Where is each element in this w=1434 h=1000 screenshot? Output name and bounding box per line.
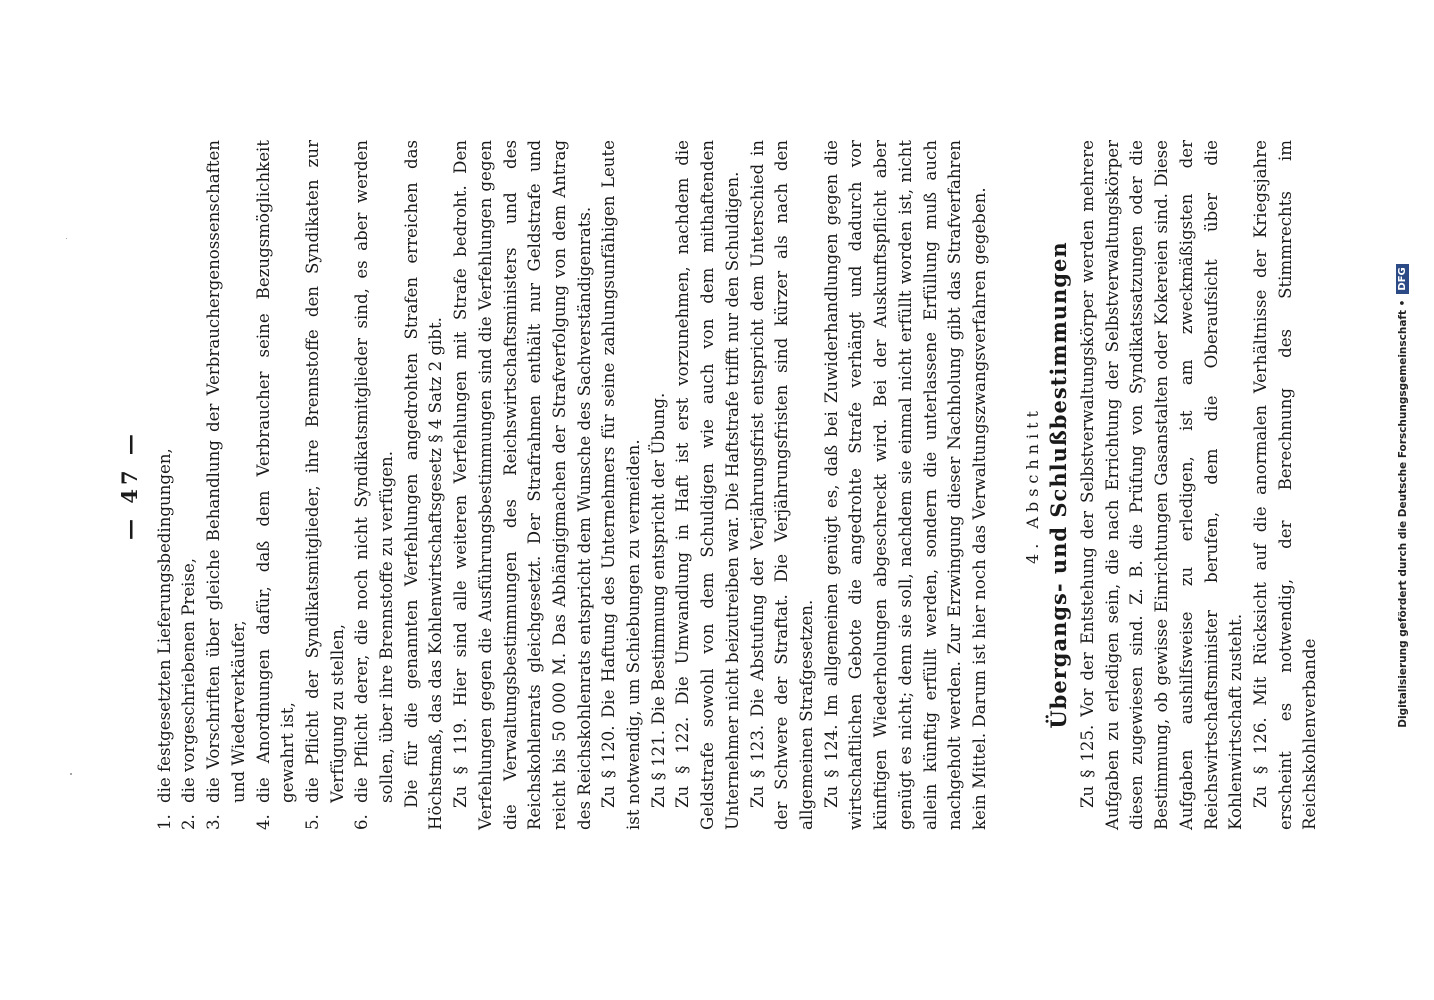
list-item <box>202 140 251 830</box>
page-number: — 47 — <box>117 430 142 540</box>
paragraph-section-119: Zu § 119. Hier sind alle weiteren Verfehlungen mit Strafe bedroht. Den Verfehlungen gegen die Ausführungsbestimmungen sind die Verfehlungen gegen die Verwaltungsbestimmungen des Reichswirtschaftsministers und des Reichskohlenrats gleichgesetzt. Der Strafrahmen enthält nur Geldstrafe und reicht bis 50 000 M. Das Abhängigmachen der Strafverfolgung von dem Antrag des Reichskohlenrats entspricht dem Wunsche des Sachverständigenrats. <box>451 140 594 830</box>
list-item-text: die Pflicht derer, die noch nicht Syndikatsmitglieder sind, es aber werden sollen, über ihre Brennstoffe zu verfügen. <box>352 140 397 803</box>
list-item-number: 6. <box>352 814 372 830</box>
paragraph-section-121: Zu § 121. Die Bestimmung entspricht der Übung. <box>648 392 668 808</box>
list-item <box>177 140 202 830</box>
list-item-number: 4. <box>253 814 273 830</box>
dfg-logo: DFG <box>1396 264 1409 293</box>
list-item-text: die festgesetzten Lieferungsbedingungen, <box>154 448 174 803</box>
list-item-number: 3. <box>204 814 224 830</box>
digitization-credit <box>1396 6 1409 986</box>
paragraph-section-126: Zu § 126. Mit Rücksicht auf die anormalen Verhältnisse der Kriegsjahre erscheint es notwendig, der Berechnung des Stimmrechts im Reichskohlenverbande <box>1250 140 1320 830</box>
page-content <box>118 140 1323 830</box>
paragraph-section-124: Zu § 124. Im allgemeinen genügt es, daß bei Zuwiderhandlungen gegen die wirtschaftlichen Gebote die angedrohte Strafe verhängt und dadurch vor künftigen Wiederholungen abgeschreckt wird. Bei der Auskunftspflicht aber genügt es nicht; denn sie soll, nachdem sie einmal nicht erfüllt worden ist, nicht allein künftig erfüllt werden, sondern die unterlassene Erfüllung muß auch nachgeholt werden. Zur Erzwingung dieser Nachholung gibt das Strafverfahren kein Mittel. Darum ist hier noch das Verwaltungszwangsverfahren gegeben. <box>821 140 989 830</box>
list-item-number: 1. <box>154 814 174 830</box>
list-item-number: 5. <box>302 814 322 830</box>
list-item <box>153 140 178 830</box>
list-item-text: die Pflicht der Syndikatsmitglieder, ihre Brennstoffe den Syndikaten zur Verfügung zu stellen, <box>302 140 347 803</box>
list-item-text: die Vorschriften über gleiche Behandlung der Verbrauchergenossenschaften und Wiederverkäufer, <box>204 140 248 803</box>
paragraph-section-120: Zu § 120. Die Haftung des Unternehmers für seine zahlungsunfähigen Leute ist notwendig, um Schiebungen zu vermeiden. <box>599 140 644 830</box>
paragraph-section-123: Zu § 123. Die Abstufung der Verjährungsfrist entspricht dem Unterschied in der Schwere der Straftat. Die Verjährungsfristen sind kürzer als nach den allgemeinen Strafgesetzen. <box>747 140 816 830</box>
list-item-text: die Anordnungen dafür, daß dem Verbraucher seine Bezugsmöglichkeit gewahrt ist, <box>253 140 298 803</box>
enumerated-list <box>153 140 400 830</box>
list-item-text: die vorgeschriebenen Preise, <box>179 557 199 803</box>
credit-text: Digitalisierung gefördert durch die Deutsche Forschungsgemeinschaft • <box>1396 299 1409 728</box>
section-title: Übergangs- und Schlußbestimmungen <box>1046 241 1072 729</box>
list-item <box>301 140 350 830</box>
list-item-number: 2. <box>179 814 199 830</box>
paragraph-section-125: Zu § 125. Vor der Entstehung der Selbstverwaltungskörper werden mehrere Aufgaben zu erledigen sein, die nach Errichtung der Selbstverwaltungskörper diesen zugewiesen sind. Z. B. die Prüfung von Syndikatssatzungen oder die Bestimmung, ob gewisse Einrichtungen Gasanstalten oder Kokereien sind. Diese Aufgaben aushilfsweise zu erledigen, ist am zweckmäßigsten der Reichswirtschaftsminister berufen, dem die Oberaufsicht über die Kohlenwirtschaft zusteht. <box>1078 140 1246 830</box>
section-heading <box>1021 140 1072 830</box>
section-label: 4. Abschnitt <box>1022 406 1042 564</box>
paragraph-section-122: Zu § 122. Die Umwandlung in Haft ist erst vorzunehmen, nachdem die Geldstrafe sowohl von dem Schuldigen wie auch von dem mithaftenden Unternehmer nicht beizutreiben war. Die Haftstrafe trifft nur den Schuldigen. <box>673 140 742 830</box>
paragraph: Die für die genannten Verfehlungen angedrohten Strafen erreichen das Höchstmaß, das das Kohlenwirtschaftsgesetz § 4 Satz 2 gibt. <box>401 140 446 830</box>
list-item <box>350 140 399 830</box>
list-item <box>252 140 301 830</box>
